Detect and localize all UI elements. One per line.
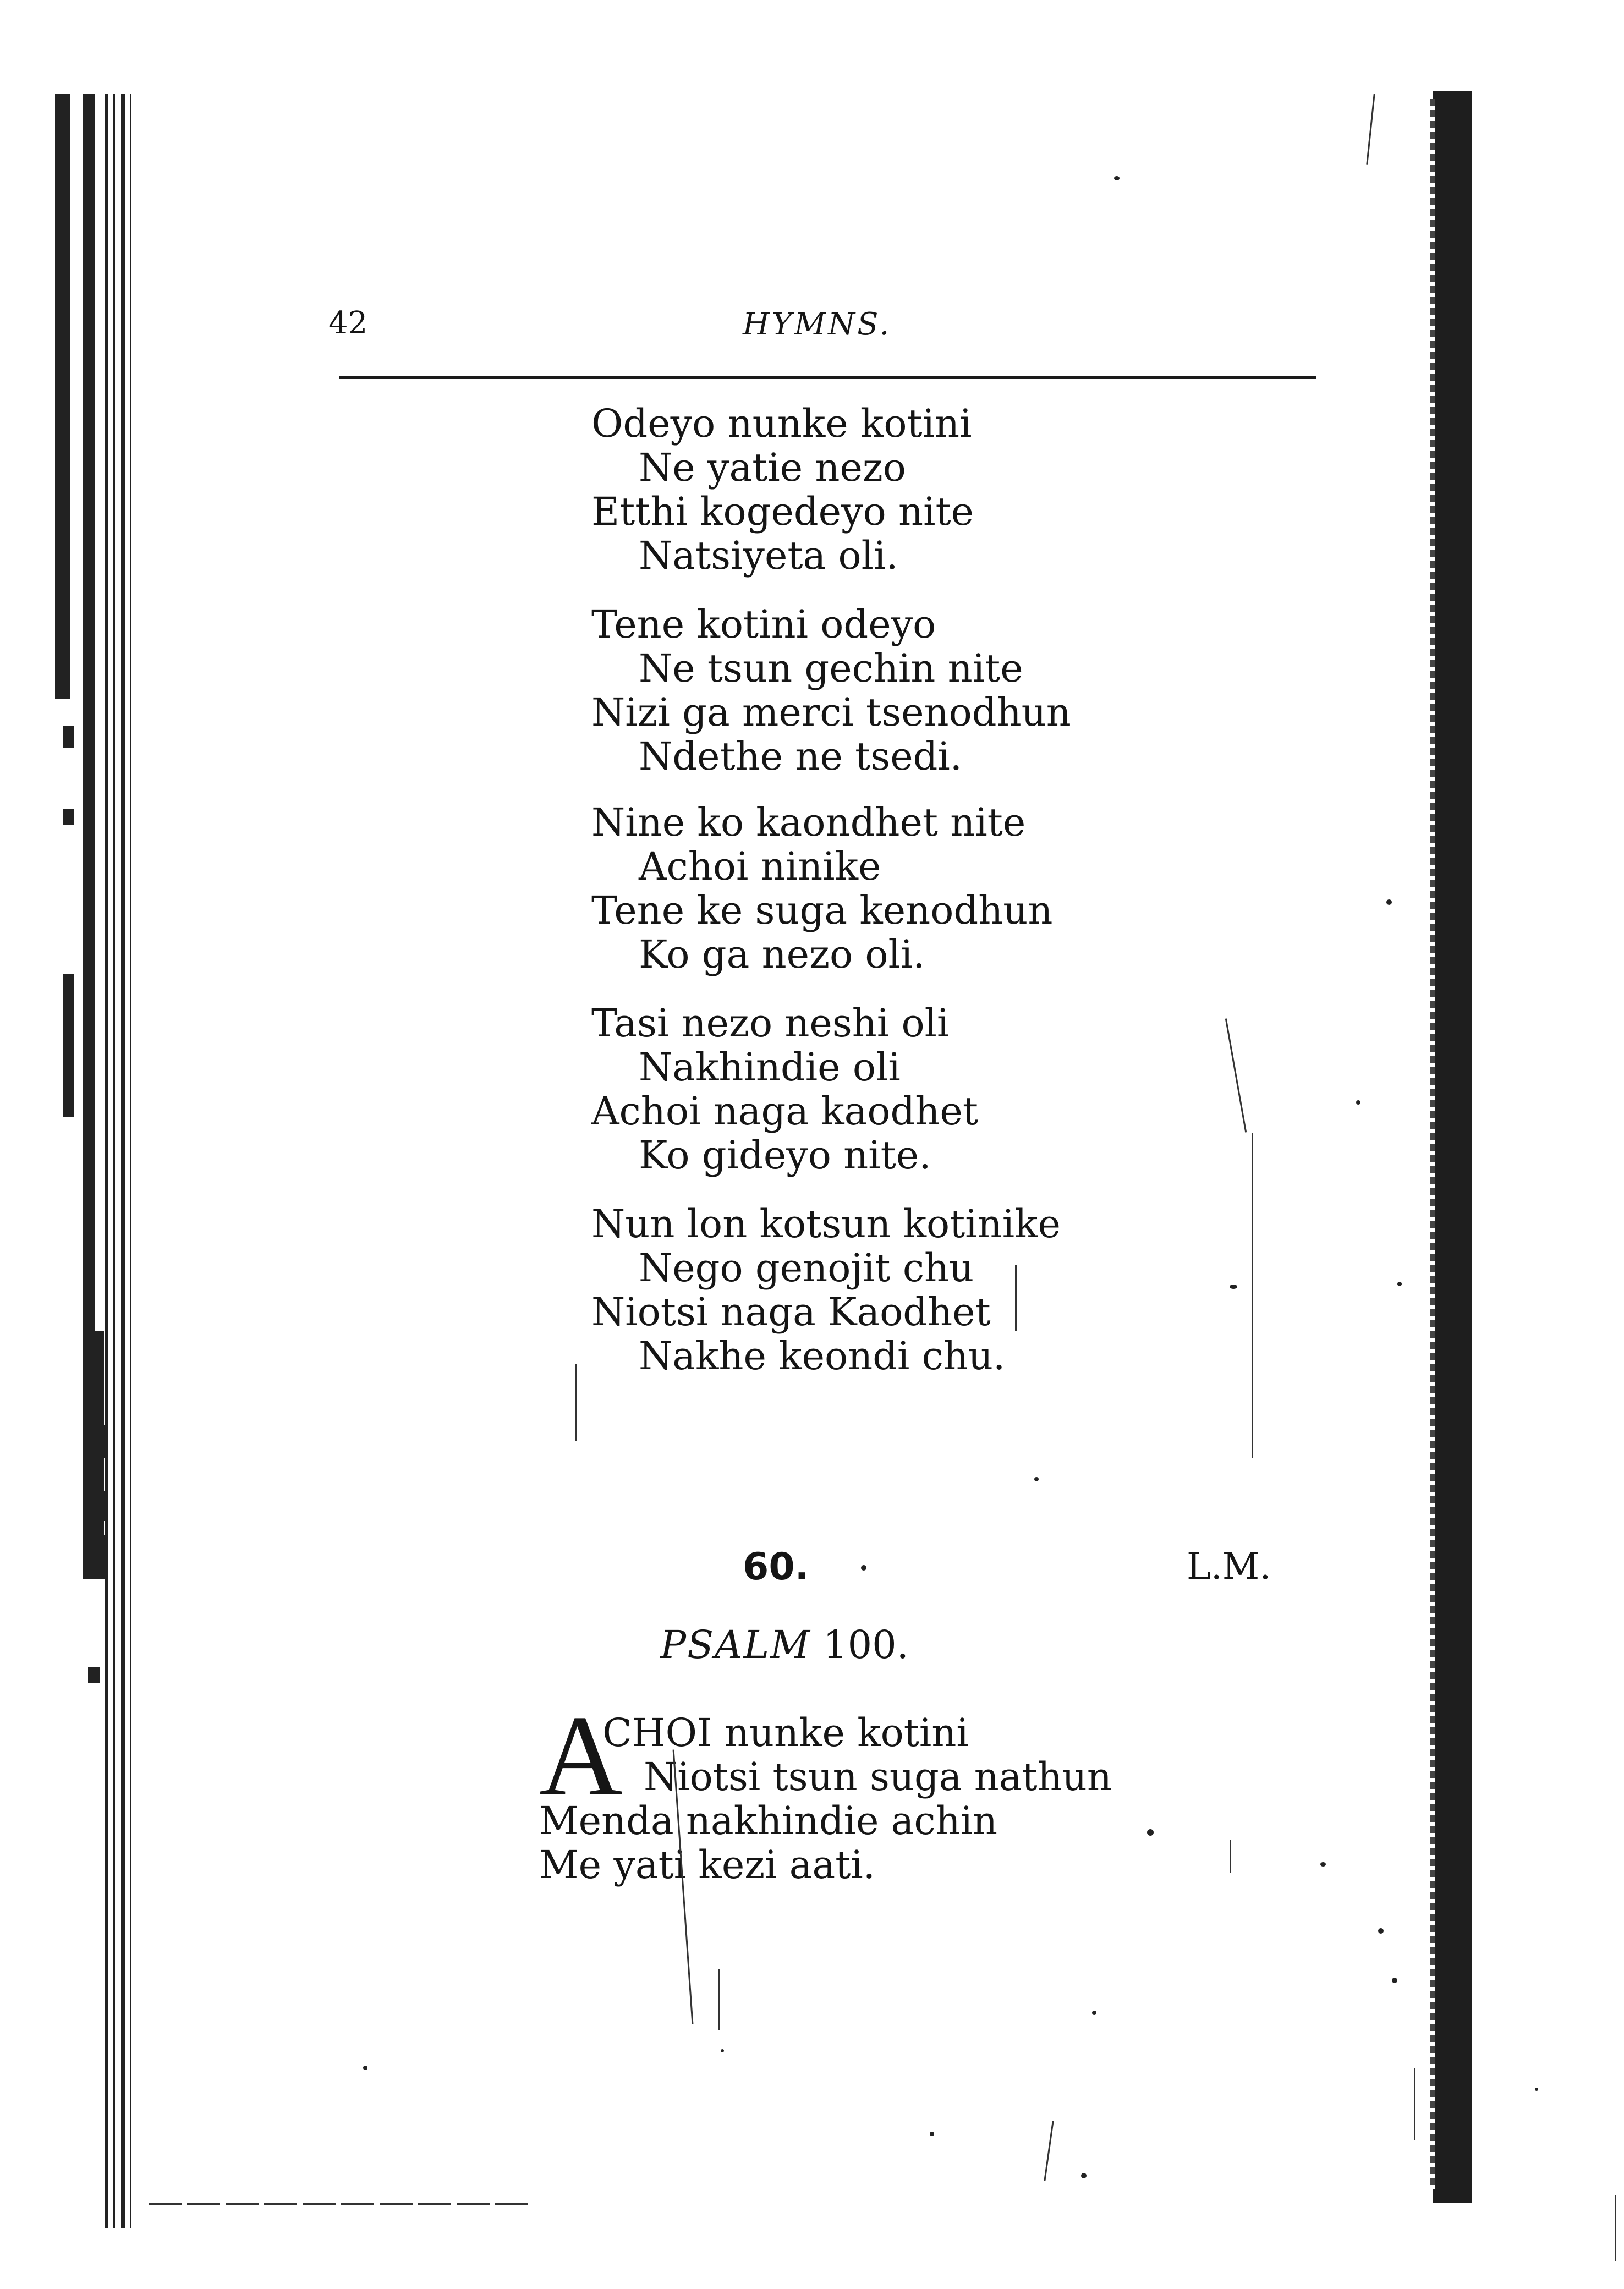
verse-line: Ndethe ne tsedi. — [639, 734, 963, 779]
verse-line: Tene kotini odeyo — [591, 602, 936, 647]
verse-line: Ne tsun gechin nite — [639, 646, 1023, 691]
right-binding-texture — [1430, 99, 1435, 2189]
stanza — [591, 402, 974, 578]
scan-speck — [930, 2132, 934, 2136]
scan-scratch — [718, 1969, 720, 2030]
verse-line: Menda nakhindie achin — [539, 1798, 998, 1843]
verse-line: Me yati kezi aati. — [539, 1842, 875, 1887]
verse-line: Etthi kogedeyo nite — [591, 489, 974, 534]
scan-scratch — [1414, 2068, 1415, 2140]
scan-speck — [1397, 1282, 1402, 1286]
verse-line: Niotsi naga Kaodhet — [591, 1289, 991, 1335]
hymn-number: 60. — [743, 1545, 809, 1589]
verse-line: Niotsi tsun suga nathun — [644, 1754, 1112, 1799]
scan-speck — [1535, 2088, 1538, 2091]
scan-scratch — [575, 1364, 577, 1441]
scan-speck — [1081, 2173, 1087, 2178]
verse-line: Nego genojit chu — [639, 1245, 974, 1291]
scan-speck — [1114, 176, 1120, 180]
verse-line: Achoi naga kaodhet — [591, 1089, 978, 1134]
scan-speck — [1392, 1978, 1397, 1983]
verse-line: Ko gideyo nite. — [639, 1133, 931, 1178]
scan-speck — [1230, 1285, 1237, 1289]
scan-scratch — [1015, 1265, 1017, 1331]
drop-cap: A — [539, 1692, 623, 1820]
verse-line: Nine ko kaondhet nite — [591, 800, 1026, 845]
verse-line: Achoi ninike — [639, 844, 881, 889]
right-binding-edge — [1433, 91, 1472, 2203]
stanza — [591, 1001, 978, 1177]
scan-scratch — [1366, 94, 1375, 165]
verse-line: Nakhe keondi chu. — [639, 1333, 1006, 1379]
scan-speck — [1034, 1477, 1039, 1481]
scan-speck — [721, 2049, 724, 2052]
verse-line: CHOI nunke kotini — [602, 1710, 969, 1755]
stanza — [591, 1202, 1061, 1378]
scan-speck — [1386, 899, 1392, 905]
verse-line: Nizi ga merci tsenodhun — [591, 690, 1071, 735]
scan-speck — [1320, 1862, 1326, 1867]
verse-line: Ko ga nezo oli. — [639, 932, 925, 977]
scan-scratch — [1230, 1840, 1231, 1873]
psalm-heading — [660, 1622, 909, 1667]
scan-speck — [1378, 1928, 1384, 1934]
stanza — [591, 602, 1071, 778]
left-binding-edge — [0, 94, 149, 2228]
hymn-meter: L.M. — [1187, 1545, 1271, 1588]
scan-speck — [861, 1565, 866, 1571]
verse-line: Natsiyeta oli. — [639, 533, 898, 578]
scan-scratch — [1615, 2195, 1616, 2261]
verse-line: Tene ke suga kenodhun — [591, 888, 1053, 933]
scan-scratch — [1044, 2121, 1054, 2181]
page-number: 42 — [328, 305, 368, 341]
verse-line: Tasi nezo neshi oli — [591, 1001, 950, 1046]
verse-line: Odeyo nunke kotini — [591, 401, 972, 446]
verse-line: Ne yatie nezo — [639, 445, 906, 490]
header-rule — [339, 376, 1316, 379]
scan-speck — [363, 2066, 367, 2070]
running-head: HYMNS. — [743, 306, 892, 342]
psalm-number: 100. — [823, 1622, 909, 1667]
bottom-edge-rule — [149, 2203, 534, 2205]
scan-speck — [1356, 1100, 1360, 1105]
psalm-label: PSALM — [660, 1622, 811, 1667]
scan-speck — [1147, 1829, 1154, 1836]
verse-line: Nakhindie oli — [639, 1045, 901, 1090]
scan-scratch — [1225, 1018, 1247, 1132]
scan-speck — [1092, 2011, 1096, 2015]
stanza — [591, 800, 1052, 976]
scan-scratch — [1252, 1133, 1253, 1458]
verse-line: Nun lon kotsun kotinike — [591, 1201, 1061, 1247]
psalm-stanza — [539, 1692, 1144, 1898]
